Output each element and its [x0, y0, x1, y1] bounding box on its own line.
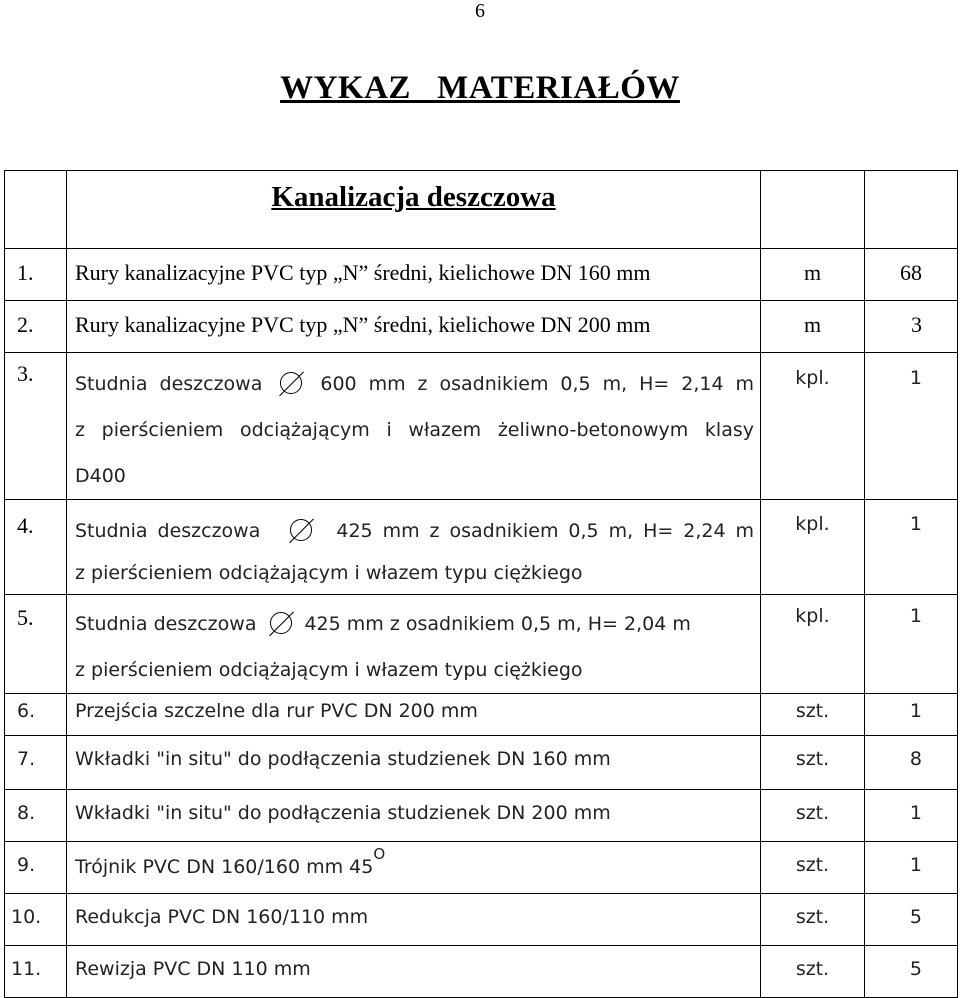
item-unit: kpl.	[761, 500, 865, 595]
item-unit: szt.	[761, 694, 865, 736]
item-quantity: 3	[865, 301, 958, 353]
item-quantity: 1	[865, 353, 958, 500]
item-number: 10.	[5, 894, 67, 946]
item-number: 7.	[5, 736, 67, 790]
item-number: 9.	[5, 842, 67, 894]
table-row	[5, 894, 958, 946]
item-number: 3.	[5, 353, 67, 500]
item-description-start: Studnia deszczowa	[75, 613, 257, 635]
table-row	[5, 946, 958, 998]
table-row	[5, 595, 958, 694]
item-quantity: 1	[865, 842, 958, 894]
table-row	[5, 790, 958, 842]
item-unit: szt.	[761, 790, 865, 842]
materials-table	[4, 170, 958, 998]
item-description-rest: 425 mm z osadnikiem 0,5 m, H= 2,04 m	[304, 613, 691, 635]
table-row	[5, 694, 958, 736]
item-unit: m	[761, 301, 865, 353]
item-description-line: z pierścieniem odciążającym i włazem typu ciężkiego	[75, 562, 583, 584]
diameter-icon	[290, 519, 312, 541]
section-title: Kanalizacja deszczowa	[67, 171, 761, 249]
item-number: 5.	[5, 595, 67, 694]
item-description-line: z pierścieniem odciążającym i włazem żeliwno-betonowym klasy	[75, 419, 754, 441]
item-quantity: 5	[865, 894, 958, 946]
item-quantity: 1	[865, 790, 958, 842]
item-description: Przejścia szczelne dla rur PVC DN 200 mm	[67, 694, 761, 736]
page-number: 6	[475, 0, 485, 22]
item-description: Rewizja PVC DN 110 mm	[67, 946, 761, 998]
item-quantity: 8	[865, 736, 958, 790]
item-description-rest: 425 mm z osadnikiem 0,5 m, H= 2,24 m	[336, 520, 754, 542]
table-row	[5, 301, 958, 353]
item-description-line: z pierścieniem odciążającym i włazem typu ciężkiego	[75, 659, 583, 681]
table-row	[5, 500, 958, 595]
item-description-rest: 600 mm z osadnikiem 0,5 m, H= 2,14 m	[320, 373, 754, 395]
item-number: 8.	[5, 790, 67, 842]
table-row	[5, 842, 958, 894]
item-unit: szt.	[761, 736, 865, 790]
diameter-icon	[280, 372, 302, 394]
item-quantity: 5	[865, 946, 958, 998]
item-description-line	[75, 361, 760, 407]
item-description: Trójnik PVC DN 160/160 mm 45	[75, 856, 374, 878]
table-row	[5, 249, 958, 301]
item-number: 4.	[5, 500, 67, 595]
item-quantity: 1	[865, 595, 958, 694]
item-unit: szt.	[761, 894, 865, 946]
item-description-line: D400	[75, 465, 126, 487]
item-unit: m	[761, 249, 865, 301]
item-number: 11.	[5, 946, 67, 998]
item-description-start: Studnia deszczowa	[75, 520, 261, 542]
item-description-line	[75, 601, 760, 647]
diameter-icon	[270, 612, 292, 634]
item-number: 1.	[5, 249, 67, 301]
item-unit: kpl.	[761, 595, 865, 694]
item-number: 6.	[5, 694, 67, 736]
item-description-line	[75, 510, 760, 552]
item-quantity: 1	[865, 500, 958, 595]
item-number: 2.	[5, 301, 67, 353]
item-description: Rury kanalizacyjne PVC typ „N” średni, kielichowe DN 200 mm	[67, 301, 761, 353]
item-quantity: 1	[865, 694, 958, 736]
item-description: Wkładki "in situ" do podłączenia studzienek DN 200 mm	[67, 790, 761, 842]
degree-superscript: O	[373, 845, 386, 863]
item-unit: szt.	[761, 946, 865, 998]
item-unit: kpl.	[761, 353, 865, 500]
item-description: Wkładki "in situ" do podłączenia studzienek DN 160 mm	[67, 736, 761, 790]
item-description-start: Studnia deszczowa	[75, 373, 263, 395]
item-quantity: 68	[865, 249, 958, 301]
section-row	[5, 171, 958, 249]
table-row	[5, 736, 958, 790]
table-row	[5, 353, 958, 500]
document-title: WYKAZ MATERIAŁÓW	[280, 70, 680, 106]
item-description: Rury kanalizacyjne PVC typ „N” średni, kielichowe DN 160 mm	[67, 249, 761, 301]
item-description: Redukcja PVC DN 160/110 mm	[67, 894, 761, 946]
item-unit: szt.	[761, 842, 865, 894]
